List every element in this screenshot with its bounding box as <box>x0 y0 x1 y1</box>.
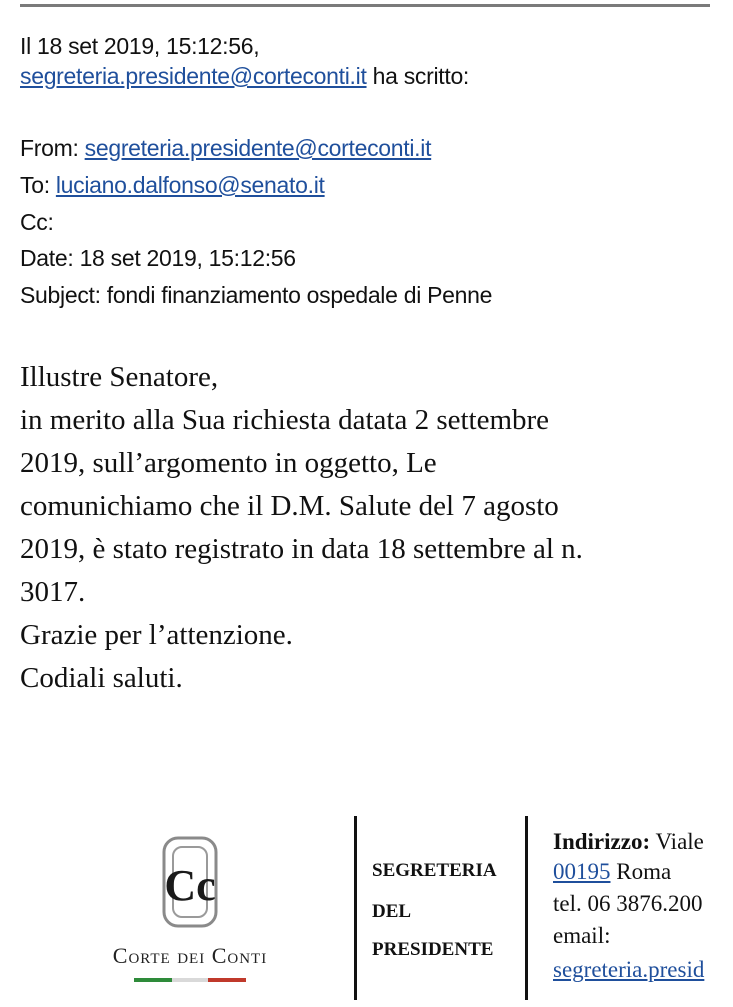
to-line <box>20 171 325 199</box>
body-line: 2019, sull’argomento in oggetto, Le <box>20 447 437 479</box>
reply-intro-line: Il 18 set 2019, 15:12:56, <box>20 33 260 59</box>
dept-line: PRESIDENTE <box>372 939 494 960</box>
email-signature <box>0 800 733 1000</box>
from-email-link[interactable]: segreteria.presidente@corteconti.it <box>84 135 432 161</box>
city-line <box>553 858 671 885</box>
reply-intro-author <box>20 62 469 90</box>
body-line: Illustre Senatore, <box>20 361 219 393</box>
body-line: Codiali saluti. <box>20 662 183 694</box>
dept-line: DEL <box>372 901 412 922</box>
from-line <box>20 134 431 162</box>
to-email-link[interactable]: luciano.dalfonso@senato.it <box>55 172 325 198</box>
signature-divider <box>354 816 357 1000</box>
corte-dei-conti-logo <box>60 832 320 1002</box>
signature-email-link[interactable]: segreteria.presid <box>553 957 705 982</box>
city-text: Roma <box>610 859 672 884</box>
top-divider <box>20 4 710 7</box>
cap-link[interactable]: 00195 <box>553 859 611 884</box>
message-body <box>20 356 730 700</box>
signature-divider <box>525 816 528 1000</box>
address-label: Indirizzo: <box>553 829 651 854</box>
logo-text: Corte dei Conti <box>112 943 268 968</box>
intro-email-link[interactable]: segreteria.presidente@corteconti.it <box>20 63 367 89</box>
contact-block <box>545 820 733 1000</box>
logo-letters: Cc <box>164 861 216 910</box>
dept-line: SEGRETERIA <box>372 860 497 881</box>
email-label: email: <box>553 923 611 948</box>
address-rest: Viale <box>650 829 704 854</box>
body-line: in merito alla Sua richiesta datata 2 settembre <box>20 404 550 436</box>
cc-line: Cc: <box>20 209 54 235</box>
phone-line: tel. 06 3876.200 <box>553 891 703 916</box>
signature-email-line <box>553 956 704 983</box>
subject-line: Subject: fondi finanziamento ospedale di Penne <box>20 282 493 308</box>
corte-dei-conti-emblem-icon <box>60 832 320 1002</box>
from-label: From: <box>20 135 85 161</box>
date-line: Date: 18 set 2019, 15:12:56 <box>20 245 296 271</box>
to-label: To: <box>20 172 56 198</box>
body-line: comunichiamo che il D.M. Salute del 7 agosto <box>20 490 559 522</box>
address-line <box>553 828 704 855</box>
intro-suffix: ha scritto: <box>366 63 470 89</box>
body-line: 3017. <box>20 576 86 608</box>
body-line: Grazie per l’attenzione. <box>20 619 293 651</box>
body-line: 2019, è stato registrato in data 18 settembre al n. <box>20 533 583 565</box>
